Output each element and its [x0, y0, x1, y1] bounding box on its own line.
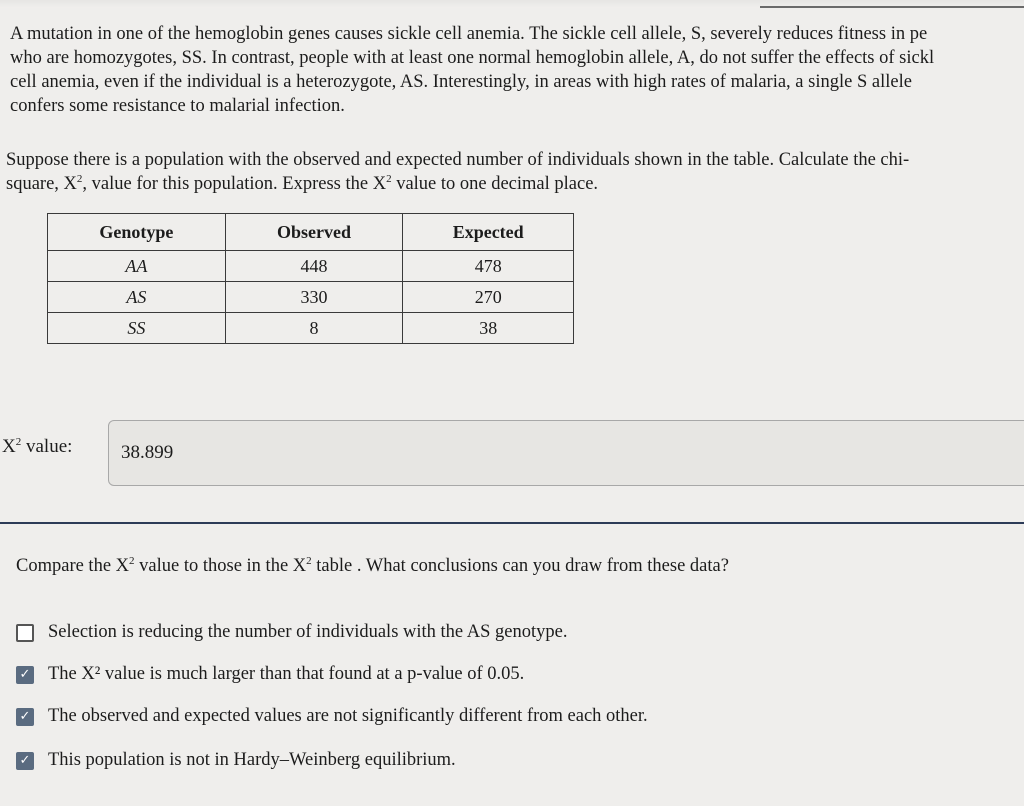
genotype-cell: AA	[48, 251, 226, 282]
instructions-text-b: , value for this population. Express the X	[82, 174, 387, 194]
option-not-significantly-different[interactable]	[16, 706, 648, 727]
option-label: The X² value is much larger than that found at a p-value of 0.05.	[48, 664, 525, 684]
intro-line-1: A mutation in one of the hemoglobin genes causes sickle cell anemia. The sickle cell allele, S, severely reduces fitness in pe	[10, 24, 928, 44]
genotype-table	[47, 213, 574, 344]
intro-line-4: confers some resistance to malarial infection.	[10, 96, 345, 116]
observed-cell: 330	[225, 282, 403, 313]
checkmark-icon[interactable]: ✓	[16, 752, 34, 770]
checkmark-icon[interactable]: ✓	[16, 666, 34, 684]
expected-cell: 478	[403, 251, 574, 282]
question-text-c: table . What conclusions can you draw from these data?	[311, 556, 729, 576]
observed-cell: 448	[225, 251, 403, 282]
instructions-text-a: square, X	[6, 174, 77, 194]
intro-line-3: cell anemia, even if the individual is a heterozygote, AS. Interestingly, in areas with high rates of malaria, a single S allele	[10, 72, 912, 92]
superscript: 2	[15, 436, 22, 448]
question-text-b: value to those in the X	[134, 556, 307, 576]
question-text	[16, 556, 729, 577]
superscript: 2	[76, 173, 83, 185]
option-label: This population is not in Hardy–Weinberg equilibrium.	[48, 750, 456, 770]
table-header-row	[48, 214, 574, 251]
option-chi-larger[interactable]	[16, 664, 524, 685]
expected-cell: 270	[403, 282, 574, 313]
superscript: 2	[306, 555, 312, 567]
instructions-line-2	[6, 172, 1016, 196]
option-label: The observed and expected values are not significantly different from each other.	[48, 706, 648, 726]
section-divider	[0, 522, 1024, 524]
header-expected: Expected	[403, 214, 574, 251]
instructions-text-c: value to one decimal place.	[391, 174, 599, 194]
empty-checkbox-icon[interactable]	[16, 624, 34, 642]
header-genotype: Genotype	[48, 214, 226, 251]
option-label: Selection is reducing the number of individuals with the AS genotype.	[48, 622, 568, 642]
table-row	[48, 282, 574, 313]
chi-square-input[interactable]	[108, 420, 1024, 486]
header-observed: Observed	[225, 214, 403, 251]
question-text-a: Compare the X	[16, 556, 130, 576]
instructions-line-1: Suppose there is a population with the observed and expected number of individuals shown in the table. Calculate the chi-	[6, 150, 910, 170]
chi-label-x: X	[2, 436, 16, 457]
option-not-hardy-weinberg[interactable]	[16, 750, 456, 771]
intro-paragraph	[10, 22, 1020, 118]
chi-label-text: value:	[21, 436, 73, 457]
table-row	[48, 251, 574, 282]
chi-square-label	[2, 436, 72, 458]
genotype-cell: AS	[48, 282, 226, 313]
intro-line-2: who are homozygotes, SS. In contrast, people with at least one normal hemoglobin allele, A, do not suffer the effects of sickl	[10, 48, 935, 68]
observed-cell: 8	[225, 313, 403, 344]
expected-cell: 38	[403, 313, 574, 344]
option-selection-reducing[interactable]	[16, 622, 567, 643]
superscript: 2	[386, 173, 392, 185]
table-row	[48, 313, 574, 344]
top-edge	[0, 0, 1024, 8]
checkmark-icon[interactable]: ✓	[16, 708, 34, 726]
genotype-cell: SS	[48, 313, 226, 344]
superscript: 2	[129, 555, 135, 567]
instructions-paragraph	[6, 148, 1016, 196]
